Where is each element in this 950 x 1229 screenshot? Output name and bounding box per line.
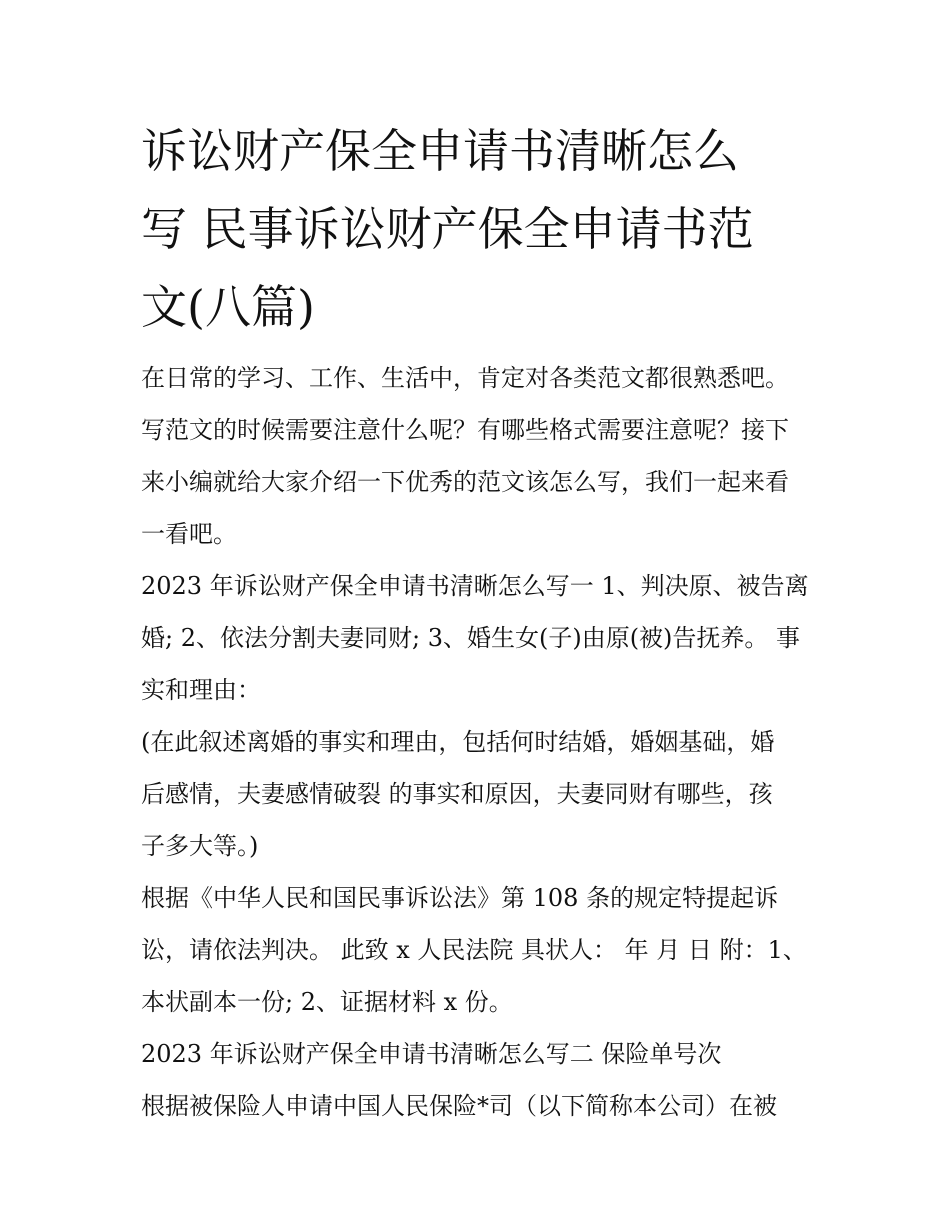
text-line: 2023 年诉讼财产保全申请书清晰怎么写二 保险单号次 (141, 1040, 722, 1068)
text-line: (在此叙述离婚的事实和理由，包括何时结婚，婚姻基础，婚 (141, 728, 775, 756)
text-line: 一看吧。 (141, 520, 237, 548)
text-line: 来小编就给大家介绍一下优秀的范文该怎么写，我们一起来看 (141, 468, 789, 496)
text-line: 子多大等。) (141, 832, 259, 860)
text-line: 在日常的学习、工作、生活中，肯定对各类范文都很熟悉吧。 (141, 364, 789, 392)
text-line: 婚; 2、依法分割夫妻同财; 3、婚生女(子)由原(被)告抚养。 事 (141, 624, 801, 652)
paragraph-sample-two (141, 1028, 821, 1080)
paragraph-facts (141, 716, 821, 872)
document-title (141, 112, 821, 346)
text-line: 本状副本一份; 2、证据材料 x 份。 (141, 988, 513, 1016)
text-line: 实和理由： (141, 676, 261, 704)
paragraph-legal-basis (141, 872, 821, 1028)
paragraph-insurance (141, 1080, 821, 1132)
title-line: 写 民事诉讼财产保全申请书范 (141, 202, 754, 256)
text-line: 讼，请依法判决。 此致 x 人民法院 具状人： 年 月 日 附：1、 (141, 936, 807, 964)
text-line: 根据被保险人申请中国人民保险*司（以下简称本公司）在被 (141, 1092, 777, 1120)
paragraph-intro (141, 352, 821, 560)
paragraph-sample-one (141, 560, 821, 716)
text-line: 2023 年诉讼财产保全申请书清晰怎么写一 1、判决原、被告离 (141, 572, 809, 600)
document-body (141, 352, 821, 1132)
text-line: 根据《中华人民和国民事诉讼法》第 108 条的规定特提起诉 (141, 884, 779, 912)
text-line: 写范文的时候需要注意什么呢？有哪些格式需要注意呢？接下 (141, 416, 789, 444)
title-line: 文(八篇) (141, 280, 315, 334)
text-line: 后感情，夫妻感情破裂 的事实和原因，夫妻同财有哪些，孩 (141, 780, 773, 808)
title-line: 诉讼财产保全申请书清晰怎么 (141, 124, 739, 178)
